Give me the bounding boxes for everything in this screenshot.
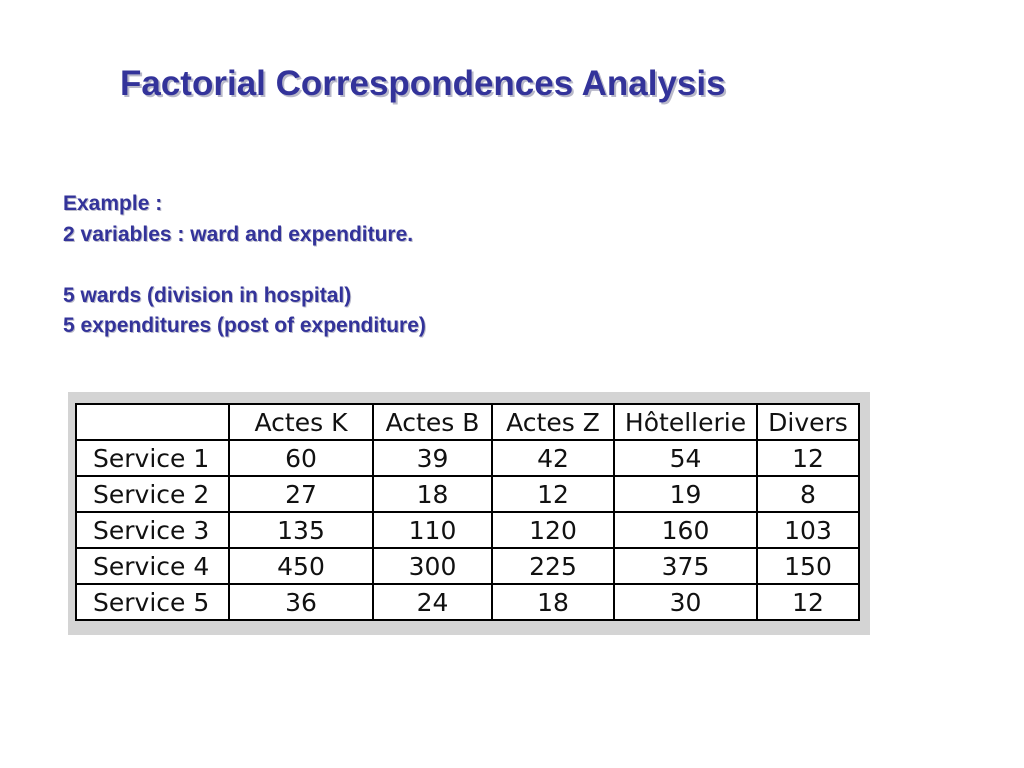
table-cell: 103 [757,512,859,548]
table-header-row [76,404,859,440]
table-row [76,512,859,548]
table-cell: 375 [614,548,757,584]
table-cell: 300 [373,548,492,584]
table-cell: 450 [229,548,373,584]
table-cell: 18 [373,476,492,512]
table-cell: 54 [614,440,757,476]
body-text [63,189,426,342]
row-label: Service 2 [76,476,229,512]
corner-cell [76,404,229,440]
table-row [76,476,859,512]
table-cell: 60 [229,440,373,476]
variables-text: 2 variables : ward and expenditure. [63,222,414,246]
table-cell: 150 [757,548,859,584]
table-cell: 30 [614,584,757,620]
row-label: Service 4 [76,548,229,584]
row-label: Service 1 [76,440,229,476]
column-header: Divers [757,404,859,440]
table-cell: 225 [492,548,614,584]
table-row [76,584,859,620]
table-cell: 135 [229,512,373,548]
table-cell: 36 [229,584,373,620]
table-cell: 12 [492,476,614,512]
row-label: Service 5 [76,584,229,620]
column-header: Hôtellerie [614,404,757,440]
table-cell: 42 [492,440,614,476]
table-cell: 19 [614,476,757,512]
table-cell: 120 [492,512,614,548]
column-header: Actes Z [492,404,614,440]
column-header: Actes B [373,404,492,440]
table-image [68,392,870,635]
blank-line [63,250,426,281]
table-cell: 24 [373,584,492,620]
row-label: Service 3 [76,512,229,548]
table-cell: 110 [373,512,492,548]
table-row [76,548,859,584]
table-cell: 8 [757,476,859,512]
slide-title: Factorial Correspondences Analysis [120,64,726,103]
table-cell: 39 [373,440,492,476]
column-header: Actes K [229,404,373,440]
data-table [75,403,860,621]
wards-text: 5 wards (division in hospital) [63,283,352,307]
table-cell: 18 [492,584,614,620]
table-cell: 12 [757,584,859,620]
example-heading: Example : [63,192,163,215]
table-cell: 27 [229,476,373,512]
table-cell: 160 [614,512,757,548]
table-row [76,440,859,476]
table-cell: 12 [757,440,859,476]
expenditures-text: 5 expenditures (post of expenditure) [63,314,426,337]
